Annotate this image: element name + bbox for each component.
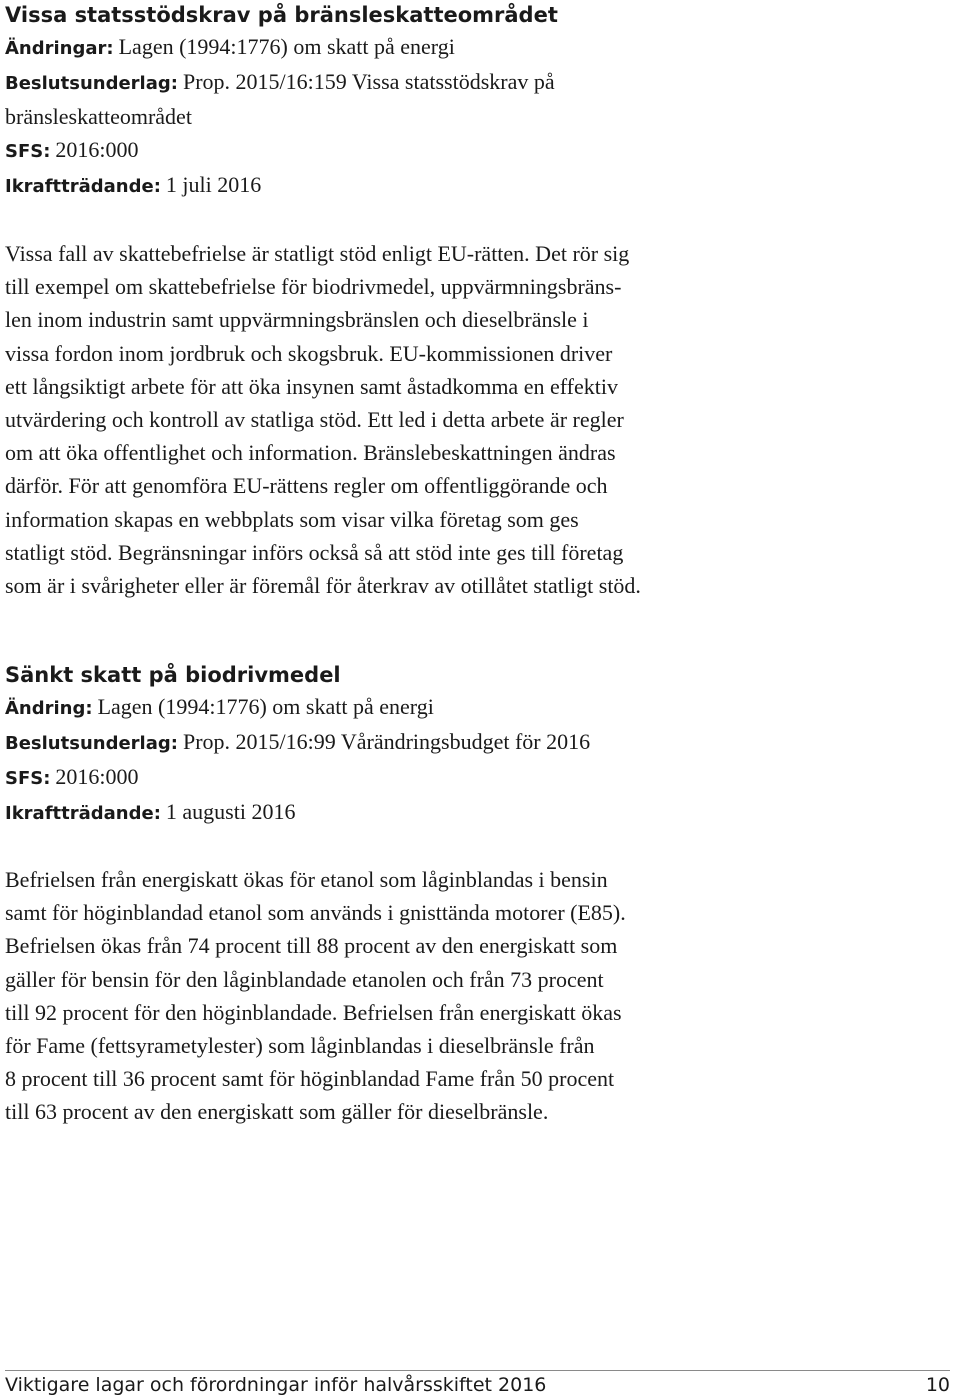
meta-label: Ändringar: xyxy=(5,38,114,59)
meta-block xyxy=(5,690,945,830)
meta-value: 1 augusti 2016 xyxy=(165,799,296,824)
meta-sfs xyxy=(5,760,945,795)
meta-ikrafttradande xyxy=(5,795,945,830)
meta-value: Prop. 2015/16:159 Vissa statsstödskrav på xyxy=(182,69,555,94)
meta-label: Beslutsunderlag: xyxy=(5,733,178,754)
section-biodrivmedel xyxy=(5,660,945,1129)
meta-beslutsunderlag-continued xyxy=(5,100,945,133)
body-line: 8 procent till 36 procent samt för höginblandad Fame från 50 procent xyxy=(5,1066,615,1092)
meta-andring xyxy=(5,690,945,725)
body-line: len inom industrin samt uppvärmningsbränslen och dieselbränsle i xyxy=(5,307,589,333)
meta-label: SFS: xyxy=(5,141,51,162)
body-line: gäller för bensin för den låginblandade etanolen och från 73 procent xyxy=(5,966,604,992)
meta-beslutsunderlag xyxy=(5,725,945,760)
body-line: om att öka offentlighet och information. Bränslebeskattningen ändras xyxy=(5,440,616,466)
body-line: utvärdering och kontroll av statliga stöd. Ett led i detta arbete är regler xyxy=(5,407,624,433)
meta-label: Ikraftträdande: xyxy=(5,803,161,824)
body-line: Befrielsen ökas från 74 procent till 88 procent av den energiskatt som xyxy=(5,933,618,959)
meta-sfs xyxy=(5,133,945,168)
body-line: information skapas en webbplats som visar vilka företag som ges xyxy=(5,506,579,532)
body-line: Befrielsen från energiskatt ökas för etanol som låginblandas i bensin xyxy=(5,867,608,892)
meta-value: bränsleskatteområdet xyxy=(5,104,192,129)
body-line: statligt stöd. Begränsningar införs också så att stöd inte ges till företag xyxy=(5,539,624,565)
section-statsstodskrav xyxy=(5,0,945,602)
body-paragraph xyxy=(5,237,945,602)
body-line: därför. För att genomföra EU-rättens regler om offentliggörande och xyxy=(5,473,608,499)
body-paragraph xyxy=(5,863,945,1129)
section-title: Sänkt skatt på biodrivmedel xyxy=(5,663,341,687)
meta-label: Beslutsunderlag: xyxy=(5,73,178,94)
meta-value: Lagen (1994:1776) om skatt på energi xyxy=(118,34,455,59)
page-footer xyxy=(5,1370,950,1400)
footer-title: Viktigare lagar och förordningar inför halvårsskiftet 2016 xyxy=(5,1374,547,1396)
meta-beslutsunderlag xyxy=(5,65,945,100)
body-line: Vissa fall av skattebefrielse är statligt stöd enligt EU-rätten. Det rör sig xyxy=(5,241,630,266)
body-line: till 92 procent för den höginblandade. Befrielsen från energiskatt ökas xyxy=(5,999,622,1025)
body-line: till exempel om skattebefrielse för biodrivmedel, uppvärmningsbräns- xyxy=(5,274,622,300)
meta-value: Prop. 2015/16:99 Vårändringsbudget för 2016 xyxy=(182,729,591,754)
body-line: som är i svårigheter eller är föremål för återkrav av otillåtet statligt stöd. xyxy=(5,573,641,599)
meta-label: Ändring: xyxy=(5,698,93,719)
meta-label: Ikraftträdande: xyxy=(5,176,161,197)
meta-value: 2016:000 xyxy=(55,764,139,789)
meta-block xyxy=(5,30,945,203)
body-line: till 63 procent av den energiskatt som gäller för dieselbränsle. xyxy=(5,1099,549,1125)
body-line: för Fame (fettsyrametylester) som låginblandas i dieselbränsle från xyxy=(5,1033,595,1059)
meta-andringar xyxy=(5,30,945,65)
meta-value: 2016:000 xyxy=(55,137,139,162)
body-line: vissa fordon inom jordbruk och skogsbruk. EU-kommissionen driver xyxy=(5,340,613,366)
body-line: samt för höginblandad etanol som används i gnisttända motorer (E85). xyxy=(5,900,626,926)
page-number: 10 xyxy=(925,1374,950,1396)
body-line: ett långsiktigt arbete för att öka insynen samt åstadkomma en effektiv xyxy=(5,373,618,399)
meta-value: Lagen (1994:1776) om skatt på energi xyxy=(97,694,434,719)
section-title: Vissa statsstödskrav på bränsleskatteområdet xyxy=(5,3,558,27)
meta-label: SFS: xyxy=(5,768,51,789)
meta-ikrafttradande xyxy=(5,168,945,203)
meta-value: 1 juli 2016 xyxy=(165,172,262,197)
